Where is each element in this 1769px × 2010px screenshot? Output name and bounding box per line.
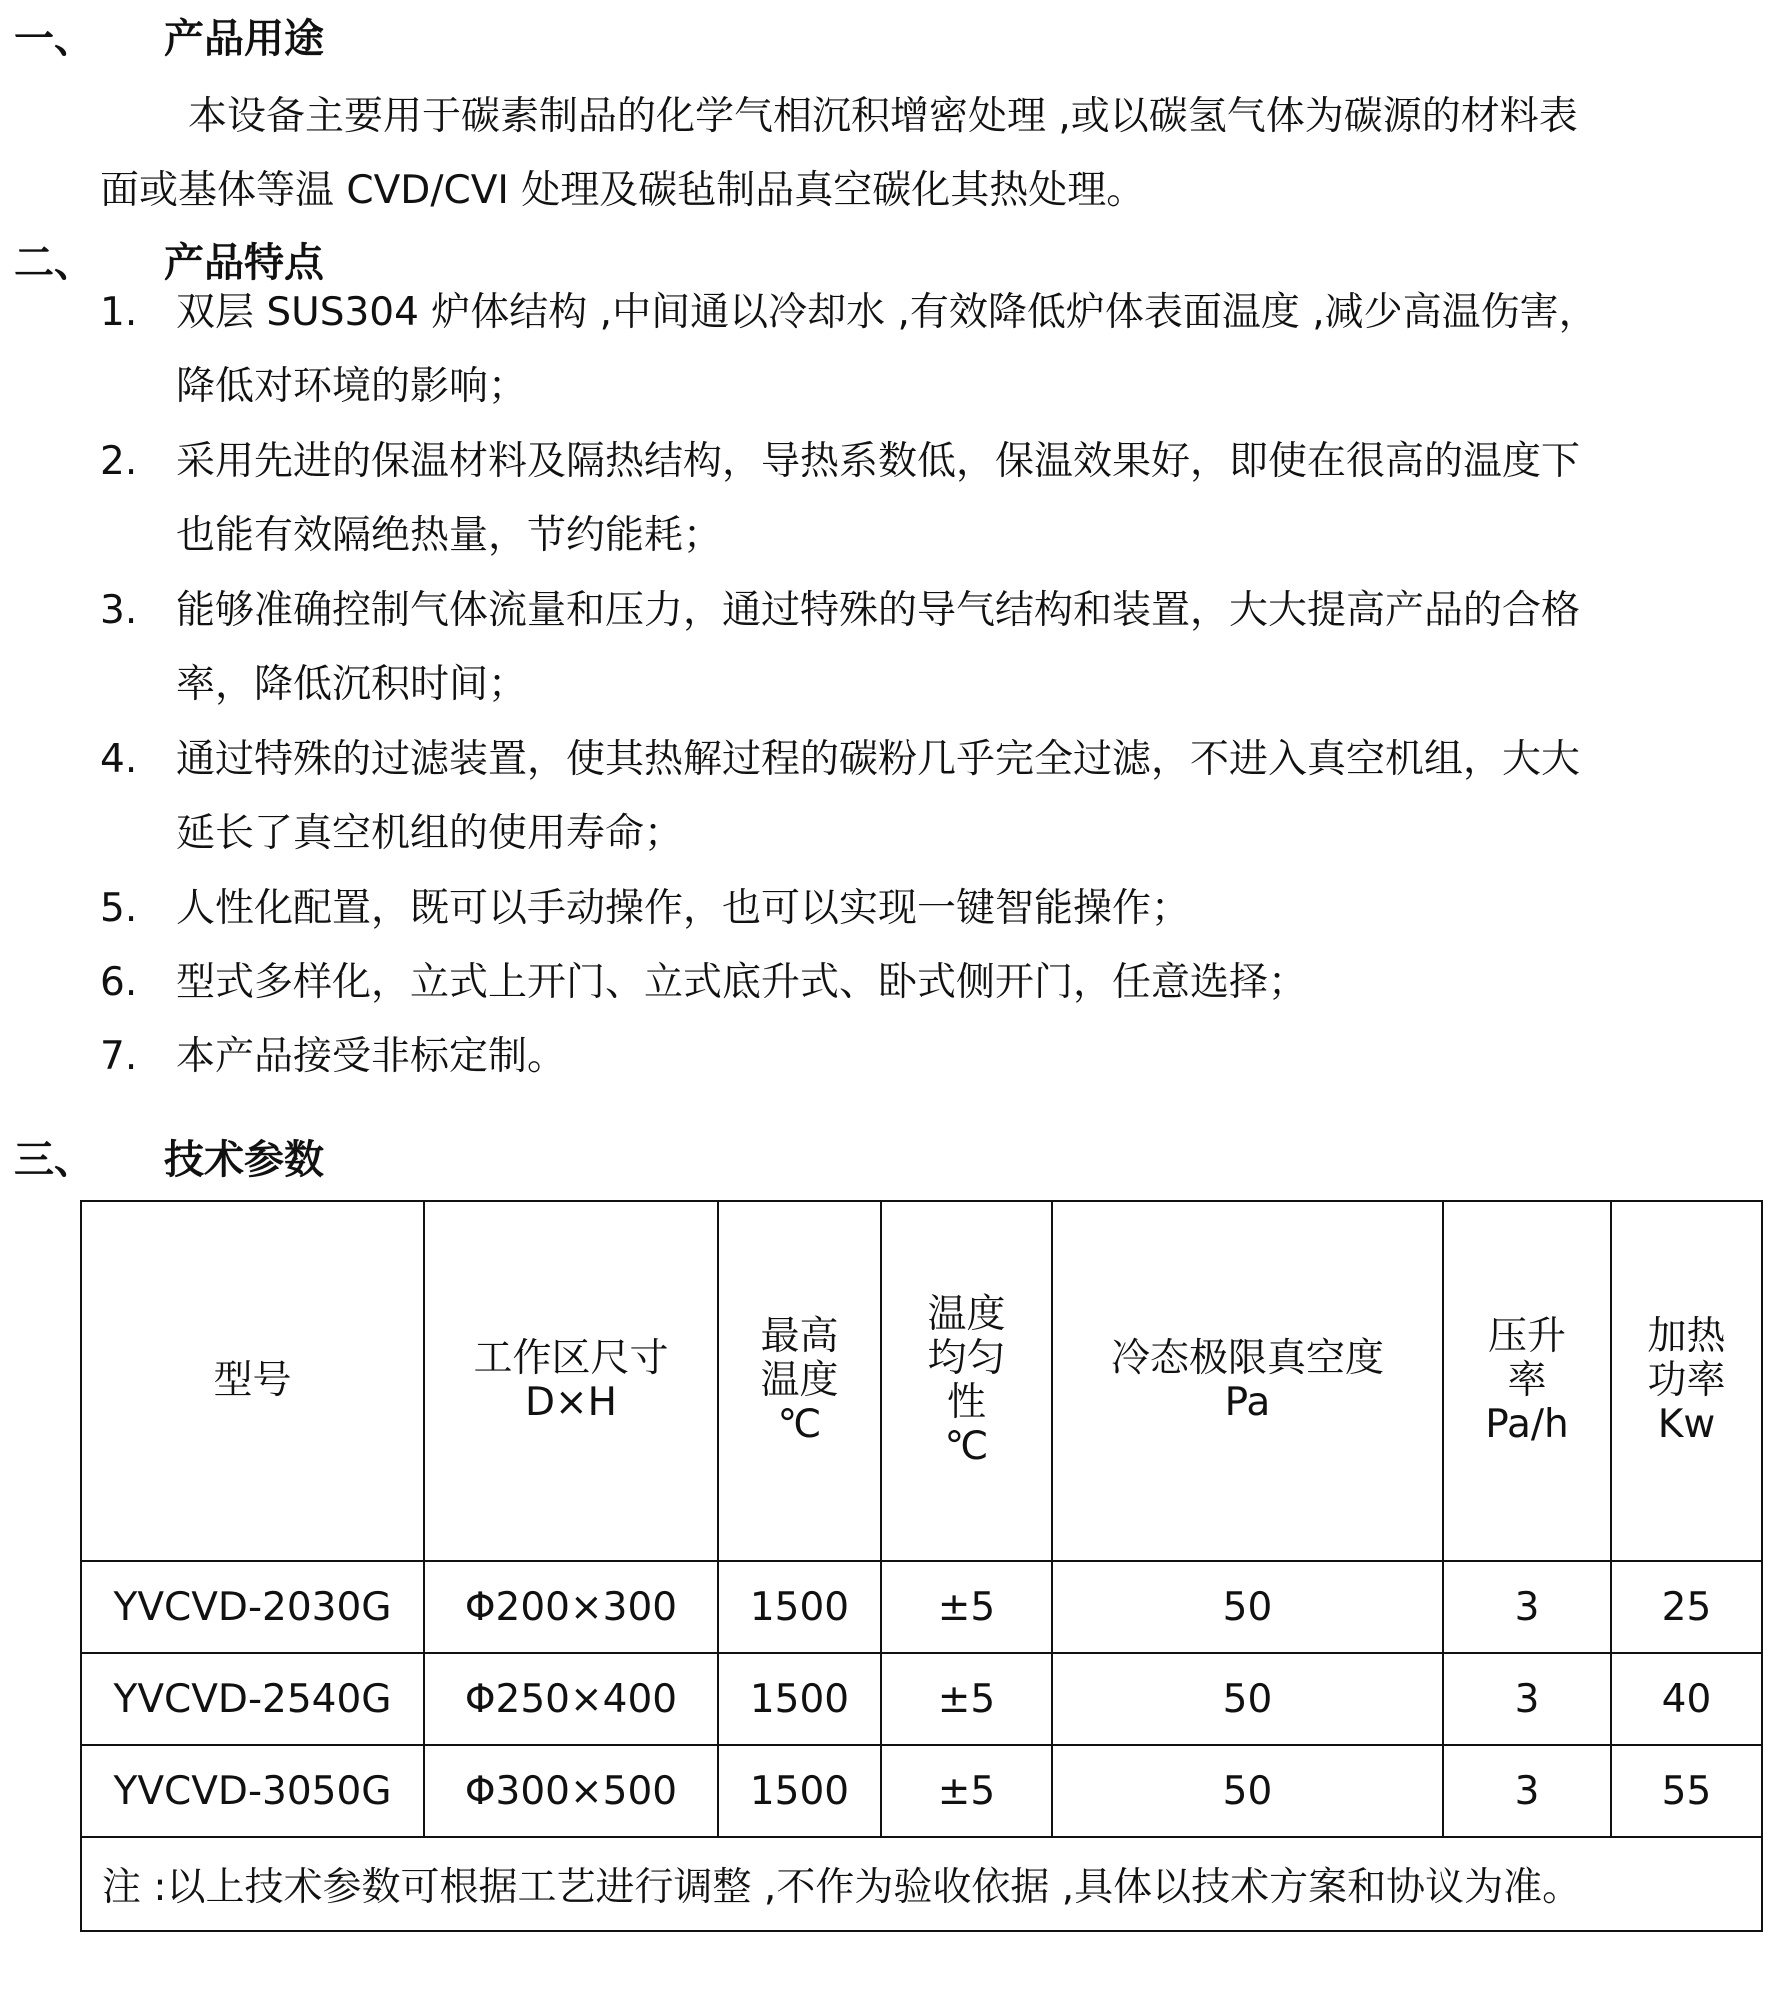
section-heading-specs	[14, 1133, 324, 1187]
table-cell: ±5	[881, 1653, 1052, 1745]
table-row	[81, 1561, 1762, 1653]
usage-line-1: 本设备主要用于碳素制品的化学气相沉积增密处理 ,或以碳氢气体为碳源的材料表	[188, 94, 1578, 139]
feature-text-line: 降低对环境的影响；	[176, 364, 528, 409]
feature-text-line: 也能有效隔绝热量，节约能耗；	[176, 513, 723, 558]
column-header-line: 型号	[213, 1358, 292, 1403]
table-note-row	[81, 1837, 1762, 1931]
feature-text	[176, 946, 1307, 1020]
feature-number: 7.	[100, 1034, 138, 1079]
column-header-line: 加热	[1647, 1314, 1726, 1359]
column-header	[1443, 1201, 1611, 1561]
table-cell: Φ300×500	[424, 1745, 718, 1837]
feature-number: 6.	[100, 960, 138, 1005]
column-header	[718, 1201, 881, 1561]
table-cell: 1500	[718, 1745, 881, 1837]
column-header-line: ℃	[944, 1424, 989, 1469]
column-header	[81, 1201, 424, 1561]
usage-line-2: 面或基体等温 CVD/CVI 处理及碳毡制品真空碳化其热处理。	[100, 168, 1146, 213]
column-header-line: 压升	[1487, 1314, 1566, 1359]
feature-text-line: 人性化配置，既可以手动操作，也可以实现一键智能操作；	[176, 886, 1191, 931]
feature-text	[176, 425, 1580, 573]
feature-text	[176, 574, 1580, 722]
feature-number: 4.	[100, 737, 138, 782]
section-title: 产品特点	[164, 240, 324, 286]
section-heading-usage	[14, 12, 324, 66]
table-cell: 1500	[718, 1653, 881, 1745]
section-title: 技术参数	[164, 1137, 324, 1183]
table-row	[81, 1653, 1762, 1745]
column-header-line: 温度	[927, 1292, 1006, 1337]
table-body	[81, 1561, 1762, 1837]
table-cell: 55	[1611, 1745, 1762, 1837]
feature-text-line: 采用先进的保温材料及隔热结构，导热系数低，保温效果好，即使在很高的温度下	[176, 439, 1581, 484]
column-header-line: 温度	[760, 1358, 839, 1403]
table-cell: 3	[1443, 1653, 1611, 1745]
column-header-line: Pa/h	[1485, 1402, 1569, 1447]
column-header	[881, 1201, 1052, 1561]
column-header-line: 冷态极限真空度	[1110, 1336, 1384, 1381]
column-header-line: Pa	[1224, 1380, 1271, 1425]
column-header	[424, 1201, 718, 1561]
table-header-row	[81, 1201, 1762, 1561]
feature-text	[176, 723, 1580, 871]
spec-table	[80, 1200, 1763, 1932]
table-cell: YVCVD-3050G	[81, 1745, 424, 1837]
table-cell: Φ250×400	[424, 1653, 718, 1745]
table-cell: 3	[1443, 1745, 1611, 1837]
feature-text-line: 延长了真空机组的使用寿命；	[176, 811, 684, 856]
feature-number: 5.	[100, 886, 138, 931]
feature-text-line: 型式多样化，立式上开门、立式底升式、卧式侧开门，任意选择；	[176, 960, 1308, 1005]
column-header-line: 工作区尺寸	[473, 1336, 669, 1381]
feature-text	[176, 872, 1190, 946]
table-note: 注 :以上技术参数可根据工艺进行调整 ,不作为验收依据 ,具体以技术方案和协议为准。	[81, 1837, 1762, 1931]
feature-text	[176, 276, 1598, 424]
column-header-line: 功率	[1647, 1358, 1726, 1403]
column-header-line: Kw	[1657, 1402, 1716, 1447]
feature-text	[176, 1020, 566, 1094]
feature-text-line: 通过特殊的过滤装置，使其热解过程的碳粉几乎完全过滤，不进入真空机组，大大	[176, 737, 1581, 782]
table-cell: YVCVD-2030G	[81, 1561, 424, 1653]
feature-text-line: 双层 SUS304 炉体结构 ,中间通以冷却水 ,有效降低炉体表面温度 ,减少高温伤害，	[176, 290, 1598, 335]
column-header-line: 均匀	[927, 1336, 1006, 1381]
table-cell: YVCVD-2540G	[81, 1653, 424, 1745]
column-header-line: D×H	[524, 1380, 618, 1425]
table-cell: ±5	[881, 1561, 1052, 1653]
column-header-line: 最高	[760, 1314, 839, 1359]
table-cell: Φ200×300	[424, 1561, 718, 1653]
section-number: 一、	[14, 16, 94, 62]
table-cell: 1500	[718, 1561, 881, 1653]
section-number: 三、	[14, 1137, 94, 1183]
column-header-line: ℃	[777, 1402, 822, 1447]
table-cell: 25	[1611, 1561, 1762, 1653]
section-number: 二、	[14, 240, 94, 286]
feature-text-line: 能够准确控制气体流量和压力，通过特殊的导气结构和装置，大大提高产品的合格	[176, 588, 1581, 633]
table-row	[81, 1745, 1762, 1837]
table-cell: 50	[1052, 1561, 1443, 1653]
table-cell: 3	[1443, 1561, 1611, 1653]
feature-number: 2.	[100, 439, 138, 484]
feature-number: 3.	[100, 588, 138, 633]
table-cell: 50	[1052, 1745, 1443, 1837]
table-cell: 50	[1052, 1653, 1443, 1745]
section-title: 产品用途	[164, 16, 324, 62]
column-header	[1611, 1201, 1762, 1561]
column-header-line: 率	[1507, 1358, 1547, 1403]
feature-text-line: 本产品接受非标定制。	[176, 1034, 567, 1079]
feature-number: 1.	[100, 290, 138, 335]
table-cell: 40	[1611, 1653, 1762, 1745]
column-header	[1052, 1201, 1443, 1561]
table-cell: ±5	[881, 1745, 1052, 1837]
column-header-line: 性	[946, 1380, 986, 1425]
feature-text-line: 率，降低沉积时间；	[176, 662, 528, 707]
